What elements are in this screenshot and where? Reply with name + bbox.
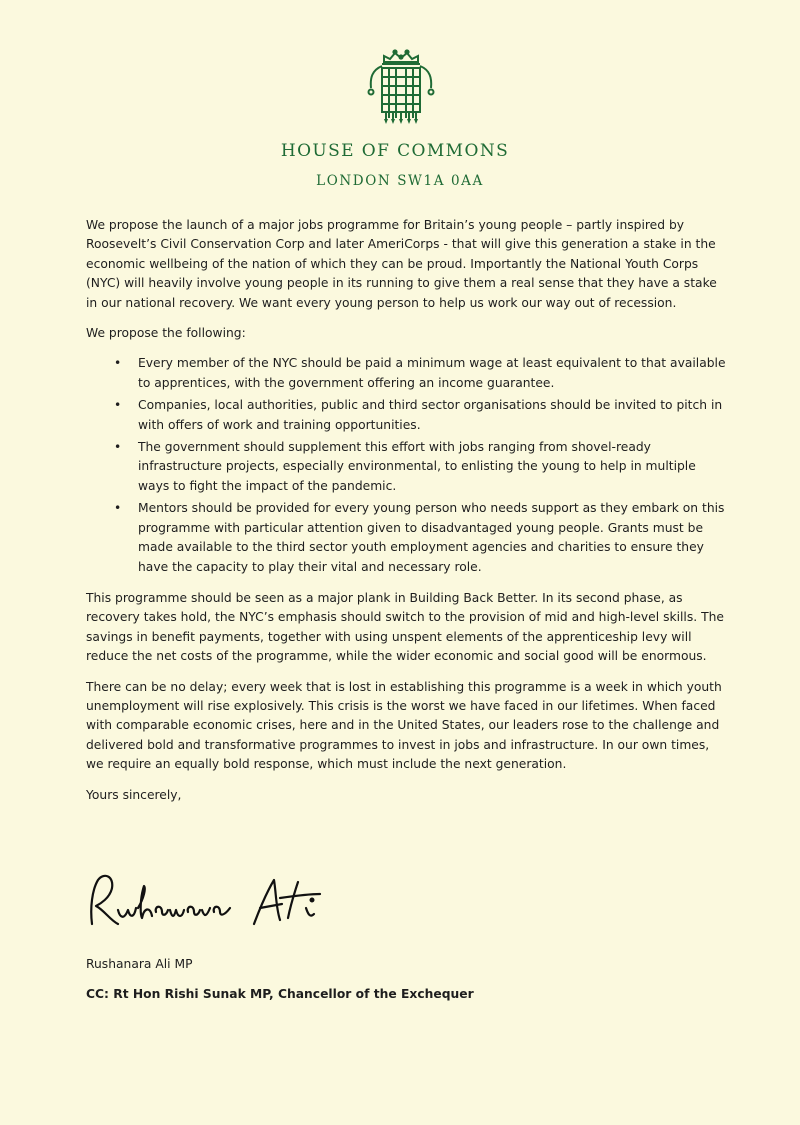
handwritten-signature [84,868,344,934]
list-item [86,438,726,496]
list-item-text: Mentors should be provided for every young person who needs support as they embark on this programme with particular attention given to disadvantaged young people. Grants must be made available to the third sector youth employment agencies and charities to ensure they have the capacity to play their vital and necessary role. [138,501,725,574]
bullet-icon: • [114,356,122,371]
letter-body [86,216,726,816]
proposal-list [86,354,726,576]
bullet-icon: • [114,398,122,413]
signatory-name: Rushanara Ali MP [86,957,193,971]
intro-paragraph: We propose the launch of a major jobs programme for Britain’s young people – partly inspired by Roosevelt’s Civil Conservation Corp and later AmeriCorps - that will give this generation a stake in the economic wellbeing of the nation of which they can be proud. Importantly the National Youth Corps (NYC) will heavily involve young people in its running to give them a real sense that they have a stake in our national recovery. We want every young person to help us work our way out of recession. [86,218,717,310]
portcullis-icon [362,48,440,126]
bullet-icon: • [114,501,122,516]
closing-salutation: Yours sincerely, [86,787,182,802]
list-item-text: Every member of the NYC should be paid a minimum wage at least equivalent to that available to apprentices, with the government offering an income guarantee. [138,356,726,390]
bullet-icon: • [114,440,122,455]
delay-paragraph: There can be no delay; every week that is lost in establishing this programme is a week in which youth unemployment will rise explosively. This crisis is the worst we have faced in our lifetimes. When faced with comparable economic crises, here and in the United States, our leaders rose to the challenge and delivered bold and transformative programmes to invest in jobs and infrastructure. In our own times, we require an equally bold response, which must include the next generation. [86,679,722,772]
org-name: HOUSE OF COMMONS [280,141,510,161]
cc-line: CC: Rt Hon Rishi Sunak MP, Chancellor of the Exchequer [86,987,474,1001]
list-item-text: The government should supplement this effort with jobs ranging from shovel-ready infrastructure projects, especially environmental, to enlisting the young to help in multiple ways to fight the impact of the pandemic. [138,440,696,493]
plank-paragraph: This programme should be seen as a major plank in Building Back Better. In its second phase, as recovery takes hold, the NYC’s emphasis should switch to the provision of mid and high-level skills. The savings in benefit payments, together with using unspent elements of the apprenticeship levy will reduce the net costs of the programme, while the wider economic and social good will be enormous. [86,590,724,664]
lead-in-paragraph: We propose the following: [86,326,246,341]
list-item-text: Companies, local authorities, public and third sector organisations should be invited to pitch in with offers of work and training opportunities. [138,398,723,432]
list-item [86,354,726,393]
list-item [86,396,726,435]
list-item [86,499,726,577]
org-address: LONDON SW1A 0AA [316,173,484,189]
